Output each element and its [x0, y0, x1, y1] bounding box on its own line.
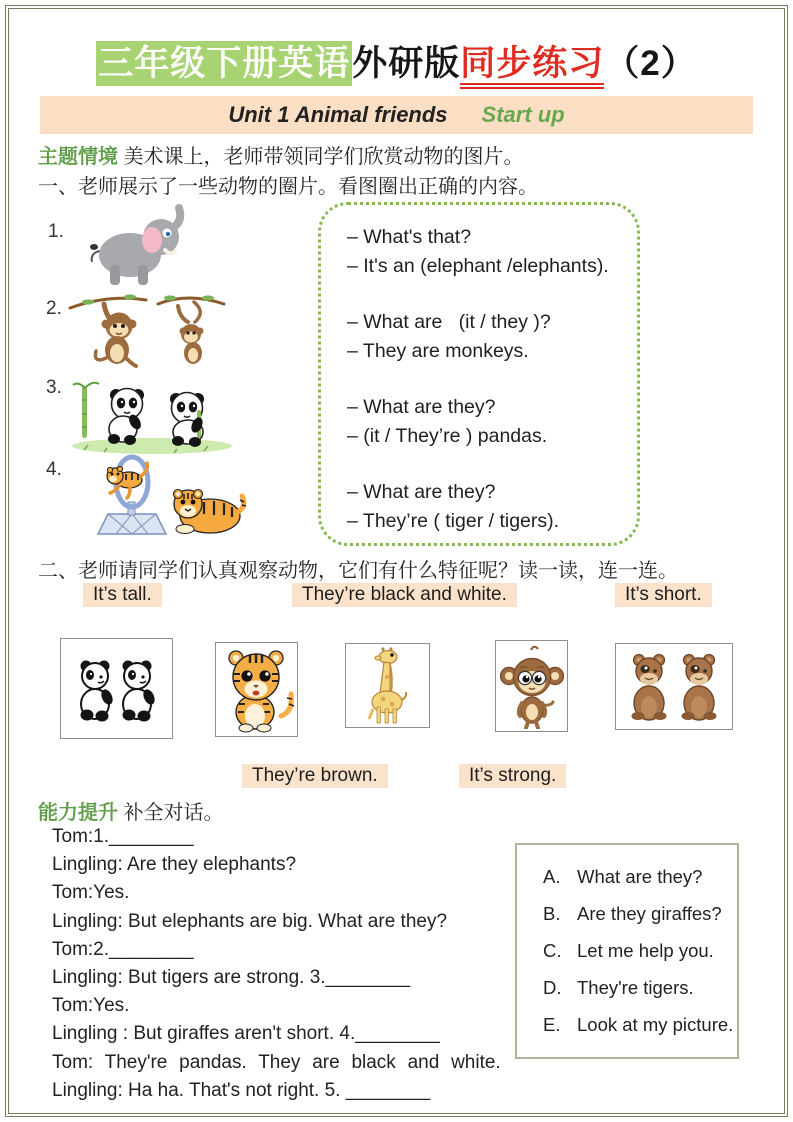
- option-text: What are they?: [577, 866, 703, 887]
- dialogue-line: Tom: They're pandas. They are black and white.: [52, 1051, 501, 1073]
- section2-heading: 二、老师请同学们认真观察动物，它们有什么特征呢？读一读，连一连。: [38, 560, 678, 582]
- option-b: [543, 903, 737, 925]
- feature-label-strong: It’s strong.: [459, 764, 566, 788]
- dialog-line: – They’re ( tiger / tigers).: [347, 510, 560, 532]
- dialog-choice-box: [318, 202, 640, 546]
- dialogue-line: Lingling: Are they elephants?: [52, 854, 297, 876]
- elephant-illustration: [82, 203, 194, 291]
- theme-text: 美术课上，老师带领同学们欣赏动物的图片。: [118, 146, 524, 168]
- option-letter: B.: [543, 903, 561, 924]
- option-letter: D.: [543, 977, 562, 998]
- giraffe-illustration: [351, 647, 425, 725]
- theme-line: [38, 140, 524, 169]
- option-letter: E.: [543, 1014, 561, 1035]
- dialog-line: – It's an (elephant /elephants).: [347, 255, 609, 277]
- dialog-line: – (it / They’re ) pandas.: [347, 425, 548, 447]
- dialogue-line: Tom:2.________: [52, 938, 194, 960]
- animal-card-bears: [615, 643, 733, 730]
- unit-title: Unit 1 Animal friends: [228, 102, 448, 127]
- pandas-pair-illustration: [67, 647, 167, 731]
- animal-card-monkey: [495, 640, 568, 732]
- monkeys-illustration: [66, 286, 230, 372]
- animal-card-tiger: [215, 642, 298, 737]
- tiger-illustration: [219, 646, 295, 734]
- pandas-illustration: [64, 370, 236, 456]
- item-number-1: 1.: [48, 221, 64, 242]
- dialogue-line: Lingling: But elephants are big. What are they?: [52, 910, 448, 932]
- title-edition: 外研版: [352, 44, 461, 83]
- feature-label-black-white: They’re black and white.: [292, 583, 517, 607]
- animal-card-pandas: [60, 638, 173, 739]
- monkey-illustration: [500, 643, 564, 729]
- option-text: Look at my picture.: [577, 1014, 734, 1035]
- dialogue-line: Lingling: Ha ha. That's not right. 5. ________: [52, 1079, 431, 1101]
- unit-lesson: Start up: [481, 102, 565, 127]
- dialogue-line: Tom:Yes.: [52, 995, 130, 1017]
- dialogue-line: Lingling: But tigers are strong. 3.________: [52, 967, 411, 989]
- dialogue-line: Tom:Yes.: [52, 882, 130, 904]
- boost-line: [38, 796, 224, 825]
- title-number: （2）: [604, 44, 697, 83]
- feature-label-tall: It’s tall.: [83, 583, 162, 607]
- option-letter: C.: [543, 940, 562, 961]
- boost-label: 能力提升: [38, 802, 118, 824]
- option-letter: A.: [543, 866, 561, 887]
- option-d: [543, 977, 737, 999]
- title-grade-highlight: 三年级下册英语: [96, 41, 352, 86]
- section1-heading: 一、老师展示了一些动物的圈片。看图圈出正确的内容。: [38, 176, 538, 198]
- option-text: Let me help you.: [577, 940, 714, 961]
- option-text: Are they giraffes?: [577, 903, 722, 924]
- theme-label: 主题情境: [38, 146, 118, 168]
- answer-options-box: [515, 843, 739, 1059]
- option-e: [543, 1014, 737, 1036]
- bears-pair-illustration: [621, 648, 727, 726]
- dialogue-line: Lingling : But giraffes aren't short. 4.________: [52, 1023, 440, 1045]
- title-practice-underlined: 同步练习: [460, 44, 604, 89]
- dialog-line: – What are they?: [347, 396, 496, 418]
- dialog-line: – What's that?: [347, 226, 472, 248]
- option-c: [543, 940, 737, 962]
- option-text: They're tigers.: [577, 977, 694, 998]
- item-number-2: 2.: [46, 298, 62, 319]
- boost-text: 补全对话。: [118, 802, 224, 824]
- feature-label-brown: They’re brown.: [242, 764, 388, 788]
- option-a: [543, 866, 737, 888]
- item-number-3: 3.: [46, 377, 62, 398]
- unit-banner: [40, 96, 753, 134]
- feature-label-short: It’s short.: [615, 583, 712, 607]
- dialog-line: – What are they?: [347, 481, 496, 503]
- page-title: [0, 36, 793, 86]
- animal-card-giraffe: [345, 643, 430, 728]
- completion-dialogue: [52, 823, 522, 1105]
- item-number-4: 4.: [46, 459, 62, 480]
- dialogue-line: Tom:1.________: [52, 826, 194, 847]
- dialog-line: – They are monkeys.: [347, 340, 529, 362]
- dialog-line: – What are (it / they )?: [347, 311, 551, 333]
- tigers-illustration: [72, 450, 248, 542]
